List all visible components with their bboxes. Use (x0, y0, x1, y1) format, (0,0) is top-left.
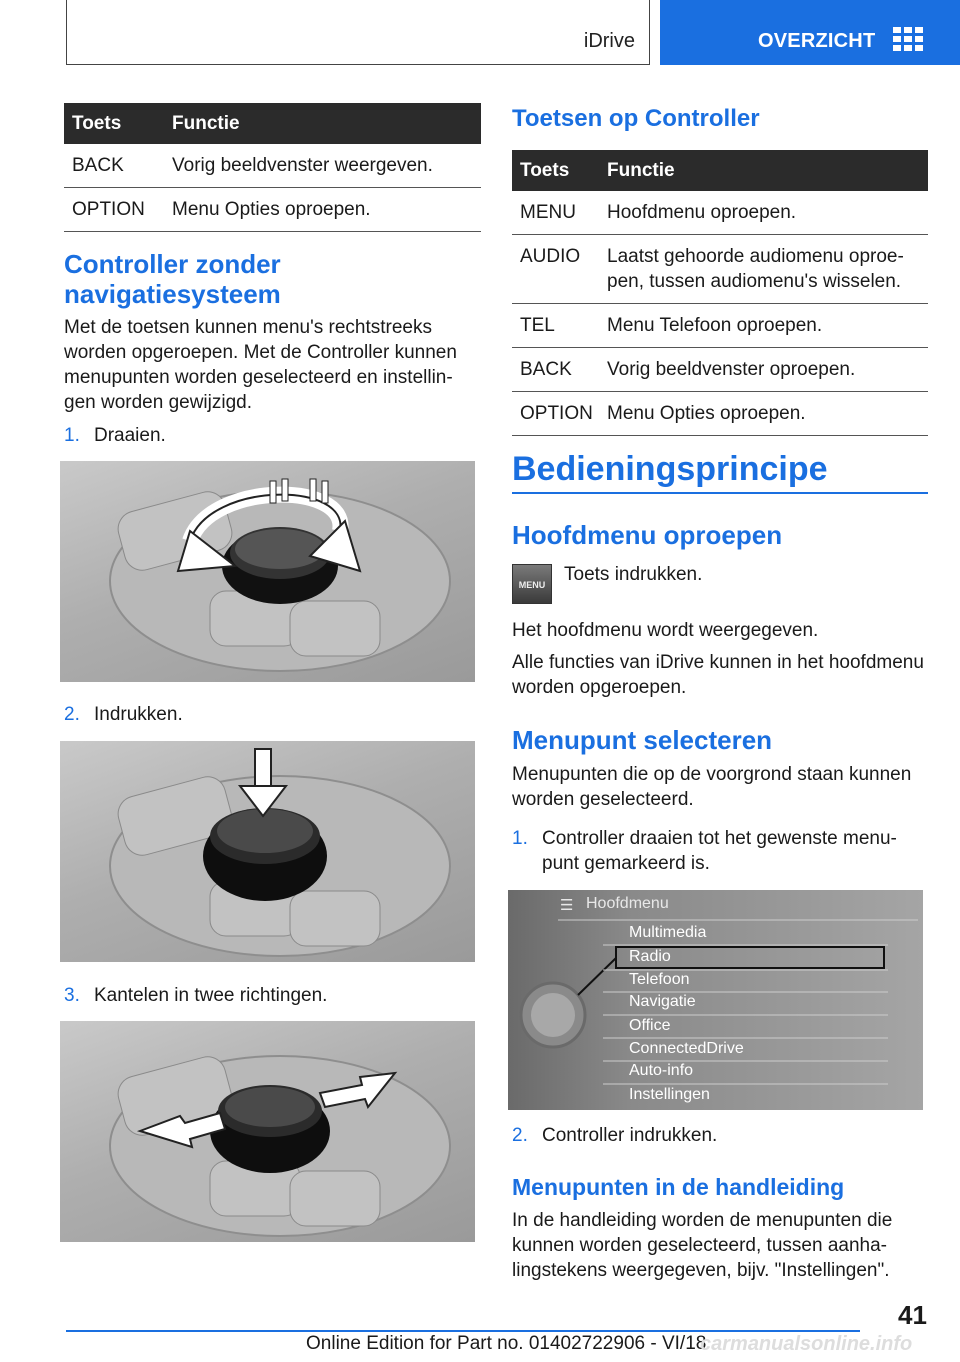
text-line: menupunten worden geselecteerd en instellin- (64, 367, 453, 388)
section-title-main-menu: Hoofdmenu oproepen (512, 520, 783, 550)
page-number: 41 (898, 1300, 927, 1330)
table-cell-function: Laatst gehoorde audiomenu oproe- pen, tussen audiomenu's wisselen. (599, 235, 928, 304)
table-row (64, 188, 481, 232)
table-cell-key: AUDIO (512, 235, 599, 304)
screen-graphics (508, 890, 923, 1110)
table-header-key: Toets (64, 103, 164, 144)
table-row (512, 392, 928, 436)
keys-table-1 (64, 103, 481, 232)
table-header-function: Functie (599, 150, 928, 191)
text-line: gen worden gewijzigd. (64, 392, 253, 413)
menu-list-icon: ☰ (560, 897, 574, 914)
table-cell-function: Vorig beeldvenster oproepen. (599, 348, 928, 392)
menu-item-navigatie[interactable]: Navigatie (629, 993, 696, 1010)
footer-rule (66, 1330, 860, 1332)
table-cell-function: Menu Telefoon oproepen. (599, 304, 928, 348)
step-number: 1. (512, 828, 528, 849)
grid-icon (893, 27, 923, 52)
all-functions-text (512, 650, 932, 700)
table-cell-function: Menu Opties oproepen. (599, 392, 928, 436)
step-number: 1. (64, 425, 80, 446)
controller-paragraph (64, 315, 484, 415)
footer-edition: Online Edition for Part no. 01402722906 - VI/18 (306, 1333, 707, 1354)
watermark: carmanualsonline.info (700, 1333, 913, 1355)
table-cell-key: TEL (512, 304, 599, 348)
title-line: Controller zonder (64, 249, 281, 279)
step-text: punt gemarkeerd is. (542, 853, 710, 874)
table-header-function: Functie (164, 103, 481, 144)
section-label: iDrive (583, 30, 635, 52)
controller-press-image (60, 741, 475, 962)
menu-item-radio[interactable]: Radio (629, 948, 671, 965)
table-row (512, 235, 928, 304)
step-text: Controller indrukken. (542, 1125, 718, 1146)
step-text: Indrukken. (94, 704, 183, 725)
text-line: Alle functies van iDrive kunnen in het hoofdmenu (512, 652, 924, 673)
idrive-main-menu-screen (508, 890, 923, 1110)
text-line: worden opgeroepen. (512, 677, 687, 698)
menu-item-multimedia[interactable]: Multimedia (629, 924, 707, 941)
overview-tab-label: OVERZICHT (758, 30, 876, 52)
table-cell-key: OPTION (512, 392, 599, 436)
menu-item-telefoon[interactable]: Telefoon (629, 971, 690, 988)
manual-text (512, 1208, 932, 1283)
text-line: Met de toetsen kunnen menu's rechtstreeks (64, 317, 432, 338)
menu-item-instellingen[interactable]: Instellingen (629, 1086, 710, 1103)
section-title-manual: Menupunten in de handleiding (512, 1174, 845, 1200)
step-text: Controller draaien tot het gewenste menu- (542, 828, 897, 849)
text-line: In de handleiding worden de menupunten die (512, 1210, 893, 1231)
select-step-2 (512, 1123, 928, 1149)
section-title-controller-keys: Toetsen op Controller (512, 105, 760, 132)
table-header-key: Toets (512, 150, 599, 191)
title-line: navigatiesysteem (64, 279, 281, 309)
select-step-1 (512, 826, 928, 878)
tilt-illustration (60, 1021, 475, 1242)
table-cell-function: Hoofdmenu oproepen. (599, 191, 928, 235)
controller-rotate-image (60, 461, 475, 682)
chapter-title: Bedieningsprincipe (512, 450, 828, 488)
text-line: Menupunten die op de voorgrond staan kunnen (512, 764, 912, 785)
section-title-controller (64, 249, 281, 309)
table-cell-function: Vorig beeldvenster weergeven. (164, 144, 481, 188)
section-title-select: Menupunt selecteren (512, 725, 773, 755)
header-frame (66, 0, 650, 65)
keys-table-2 (512, 150, 928, 436)
select-text (512, 762, 932, 812)
menu-button-icon: MENU (512, 564, 552, 604)
table-cell-key: BACK (64, 144, 164, 188)
menu-item-connecteddrive[interactable]: ConnectedDrive (629, 1040, 744, 1057)
table-cell-key: BACK (512, 348, 599, 392)
rotate-illustration (60, 461, 475, 682)
overview-tab[interactable] (660, 0, 960, 65)
press-key-text: Toets indrukken. (564, 564, 703, 585)
table-cell-key: OPTION (64, 188, 164, 232)
table-row (64, 144, 481, 188)
table-row (512, 348, 928, 392)
press-illustration (60, 741, 475, 962)
text-line: worden geselecteerd. (512, 789, 694, 810)
text-line: lingstekens weergegeven, bijv. "Instellingen". (512, 1260, 890, 1281)
table-row (512, 191, 928, 235)
chapter-rule (512, 492, 928, 494)
step-number: 2. (512, 1125, 528, 1146)
step-text: Kantelen in twee richtingen. (94, 985, 328, 1006)
menu-item-auto-info[interactable]: Auto-info (629, 1062, 694, 1079)
step-text: Draaien. (94, 425, 166, 446)
step-number: 3. (64, 985, 80, 1006)
menu-item-office[interactable]: Office (629, 1017, 671, 1034)
screen-title: Hoofdmenu (586, 895, 669, 912)
main-menu-shown-text: Het hoofdmenu wordt weergegeven. (512, 620, 819, 641)
text-line: kunnen worden geselecteerd, tussen aanha- (512, 1235, 887, 1256)
table-cell-function: Menu Opties oproepen. (164, 188, 481, 232)
controller-tilt-image (60, 1021, 475, 1242)
step-number: 2. (64, 704, 80, 725)
text-line: worden opgeroepen. Met de Controller kunnen (64, 342, 457, 363)
table-row (512, 304, 928, 348)
table-cell-key: MENU (512, 191, 599, 235)
